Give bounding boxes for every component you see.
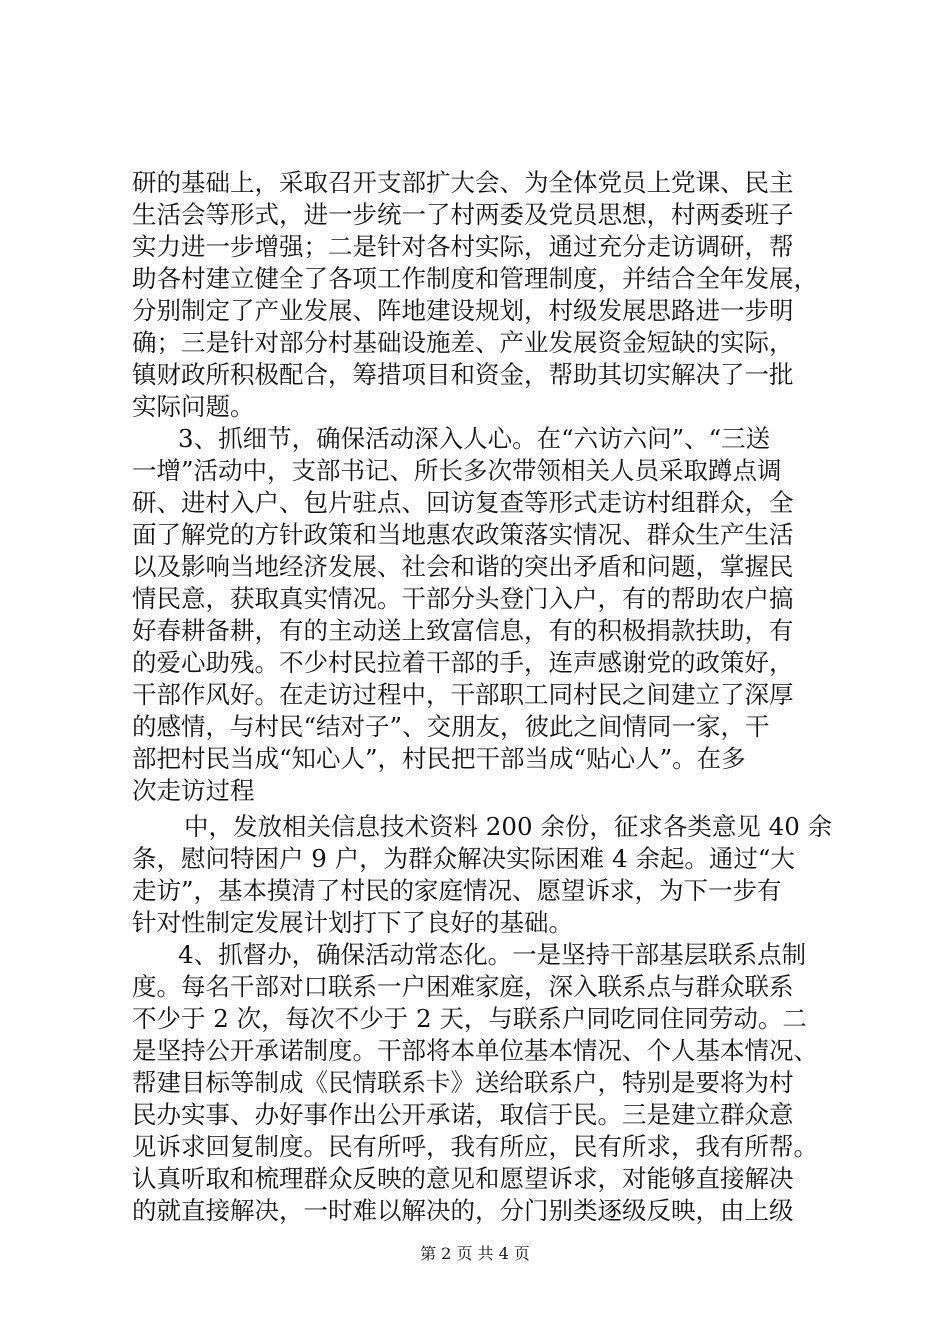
text-line: 民办实事、办好事作出公开承诺，取信于民。三是建立群众意 bbox=[132, 1100, 794, 1129]
text-line: 以及影响当地经济发展、社会和谐的突出矛盾和问题，掌握民 bbox=[132, 552, 794, 581]
text-line: 针对性制定发展计划打下了良好的基础。 bbox=[132, 908, 573, 937]
text-line: 干部作风好。在走访过程中，干部职工同村民之间建立了深厚 bbox=[132, 680, 794, 709]
text-line: 研、进村入户、包片驻点、回访复查等形式走访村组群众，全 bbox=[132, 488, 794, 517]
text-line: 次走访过程 bbox=[132, 776, 255, 805]
text-line: 的感情，与村民“结对子”、交朋友，彼此之间情同一家，干 bbox=[132, 712, 770, 741]
text-line: 是坚持公开承诺制度。干部将本单位基本情况、个人基本情况、 bbox=[132, 1036, 818, 1065]
text-line: 研的基础上，采取召开支部扩大会、为全体党员上党课、民主 bbox=[132, 168, 794, 197]
text-line: 的爱心助残。不少村民拉着干部的手，连声感谢党的政策好， bbox=[132, 648, 794, 677]
page-footer: 第 2 页 共 4 页 bbox=[420, 1244, 530, 1263]
text-line: 部把村民当成“知心人”，村民把干部当成“贴心人”。在多 bbox=[132, 744, 746, 773]
text-line: 帮建目标等制成《民情联系卡》送给联系户，特别是要将为村 bbox=[132, 1068, 794, 1097]
text-line: 一增”活动中，支部书记、所长多次带领相关人员采取蹲点调 bbox=[132, 456, 782, 485]
text-line: 助各村建立健全了各项工作制度和管理制度，并结合全年发展， bbox=[132, 264, 818, 293]
text-line: 走访”，基本摸清了村民的家庭情况、愿望诉求，为下一步有 bbox=[132, 876, 782, 905]
text-line: 的就直接解决，一时难以解决的，分门别类逐级反映，由上级 bbox=[132, 1196, 794, 1225]
text-line: 好春耕备耕，有的主动送上致富信息，有的积极捐款扶助，有 bbox=[132, 616, 794, 645]
text-line: 条，慰问特困户 9 户，为群众解决实际困难 4 余起。通过“大 bbox=[132, 844, 795, 873]
text-line: 生活会等形式，进一步统一了村两委及党员思想，村两委班子 bbox=[132, 200, 794, 229]
text-line: 情民意，获取真实情况。干部分头登门入户，有的帮助农户搞 bbox=[132, 584, 794, 613]
text-line: 不少于 2 次，每次不少于 2 天，与联系户同吃同住同劳动。二 bbox=[132, 1004, 807, 1033]
text-line: 实力进一步增强；二是针对各村实际，通过充分走访调研，帮 bbox=[132, 232, 794, 261]
text-line: 面了解党的方针政策和当地惠农政策落实情况、群众生产生活 bbox=[132, 520, 794, 549]
paragraph-start-line: 中，发放相关信息技术资料 200 余份，征求各类意见 40 余 bbox=[184, 812, 833, 841]
text-line: 度。每名干部对口联系一户困难家庭，深入联系点与群众联系 bbox=[132, 972, 794, 1001]
paragraph-start-line: 3、抓细节，确保活动深入人心。在“六访六问”、“三送 bbox=[178, 424, 771, 453]
text-line: 见诉求回复制度。民有所呼，我有所应，民有所求，我有所帮。 bbox=[132, 1132, 818, 1161]
text-line: 确；三是针对部分村基础设施差、产业发展资金短缺的实际， bbox=[132, 328, 794, 357]
text-line: 镇财政所积极配合，筹措项目和资金，帮助其切实解决了一批 bbox=[132, 360, 794, 389]
text-line: 认真听取和梳理群众反映的意见和愿望诉求，对能够直接解决 bbox=[132, 1164, 794, 1193]
text-line: 实际问题。 bbox=[132, 392, 255, 421]
text-line: 分别制定了产业发展、阵地建设规划，村级发展思路进一步明 bbox=[132, 296, 794, 325]
paragraph-start-line: 4、抓督办，确保活动常态化。一是坚持干部基层联系点制 bbox=[178, 940, 807, 969]
